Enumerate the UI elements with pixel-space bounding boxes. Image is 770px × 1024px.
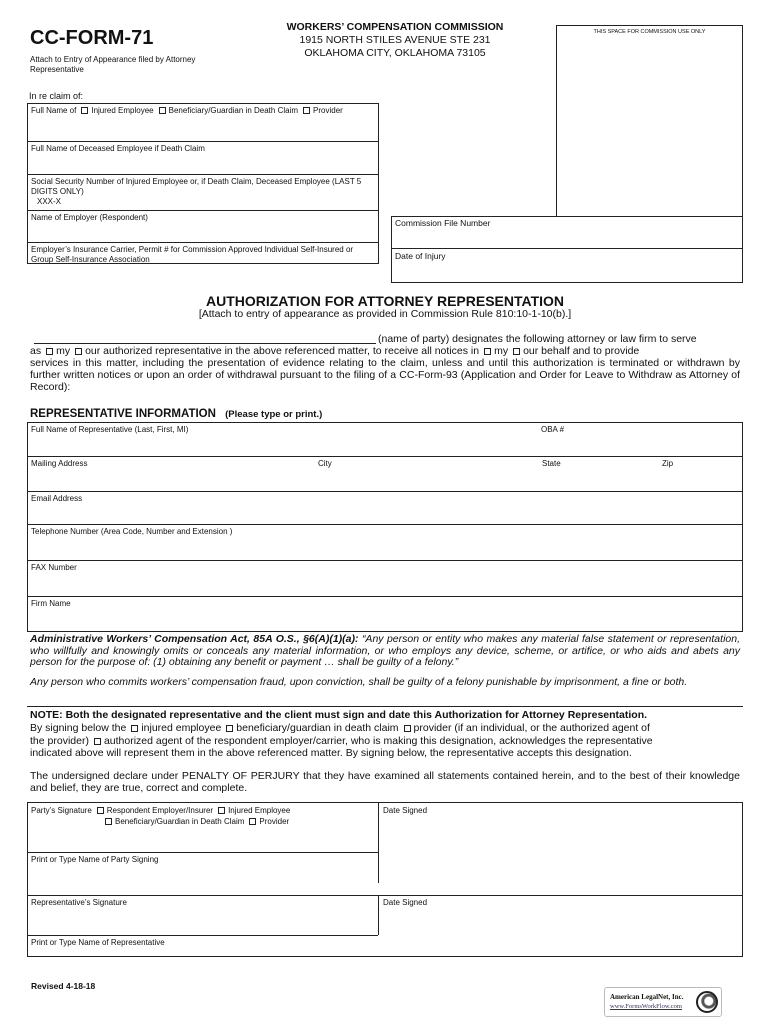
rep-heading-note: (Please type or print.) bbox=[225, 409, 323, 420]
auth-subtitle: [Attach to entry of appearance as provided in Commission Rule 810:10-1-10(b).] bbox=[198, 308, 572, 320]
designation-body: services in this matter, including the presentation of evidence relating to the claim, unless and until this authorization is terminated or withdrawn by further written notices or upon an order of withdrawal pursuant to the filing of a CC-Form-93 (Application and Order for Leave to Withdraw as Attorney of Record): bbox=[30, 357, 740, 393]
our-text-1: our authorized representative in the above referenced matter, to receive all notices in bbox=[85, 345, 480, 357]
deceased-name-label[interactable]: Full Name of Deceased Employee if Death Claim bbox=[31, 144, 205, 153]
date-signed-2-label[interactable]: Date Signed bbox=[383, 898, 428, 907]
publisher-emblem-icon bbox=[696, 991, 718, 1013]
note-l1b: injured employee bbox=[141, 722, 222, 734]
fraud-text: Any person who commits workers’ compensation fraud, upon conviction, shall be guilty of a felony punishable by imprisonment, a fine or both. bbox=[30, 676, 688, 688]
my-text-1: my bbox=[56, 345, 71, 357]
respondent-label: Respondent Employer/Insurer bbox=[106, 806, 214, 815]
sig-provider-checkbox[interactable] bbox=[249, 818, 256, 825]
statute-quote: “Any person or entity who makes any material false statement or representation, who willfully and knowingly omits or conceals any material information, or who employs any device, scheme, or artifice, or who aids and abets any person for the purpose of: (1) obtaining any benefit or payment … shall be guilty of a felony.” bbox=[30, 633, 740, 668]
full-name-row[interactable] bbox=[31, 106, 343, 116]
rep-heading bbox=[30, 408, 322, 420]
date-injury-label: Date of Injury bbox=[395, 251, 446, 261]
designation-line-2 bbox=[30, 345, 740, 357]
note-bold: NOTE: Both the designated representative and the client must sign and date this Authorization for Attorney Representation. bbox=[30, 709, 648, 721]
party-signature-row-2[interactable] bbox=[100, 817, 289, 827]
firm-label[interactable]: Firm Name bbox=[31, 599, 71, 608]
agency-name: WORKERS’ COMPENSATION COMMISSION bbox=[286, 21, 504, 33]
injured-label: Injured Employee bbox=[91, 106, 154, 115]
date-signed-label[interactable]: Date Signed bbox=[383, 806, 428, 815]
as-text: as bbox=[30, 345, 42, 357]
print-party-label[interactable]: Print or Type Name of Party Signing bbox=[31, 855, 159, 864]
ssn-label[interactable]: Social Security Number of Injured Employee or, if Death Claim, Deceased Employee (LAST 5 DIGITS ONLY) bbox=[31, 177, 362, 196]
zip-label[interactable]: Zip bbox=[662, 459, 674, 468]
note-l1d: provider (if an individual, or the authorized agent of bbox=[413, 722, 650, 734]
my-text-2: my bbox=[494, 345, 509, 357]
sig-beneficiary-checkbox[interactable] bbox=[105, 818, 112, 825]
our-checkbox-2[interactable] bbox=[513, 348, 520, 355]
city-label[interactable]: City bbox=[318, 459, 332, 468]
our-text-2: our behalf and to provide bbox=[523, 345, 640, 357]
form-id: CC-FORM-71 bbox=[30, 27, 154, 49]
publisher-name: American LegalNet, Inc. bbox=[610, 993, 684, 1001]
designation-line-1: (name of party) designates the following attorney or law firm to serve bbox=[378, 333, 697, 345]
sig-provider-label: Provider bbox=[259, 817, 290, 826]
statute-text bbox=[30, 634, 740, 669]
beneficiary-label: Beneficiary/Guardian in Death Claim bbox=[168, 106, 299, 115]
my-checkbox-2[interactable] bbox=[484, 348, 491, 355]
state-label[interactable]: State bbox=[542, 459, 561, 468]
party-signature-label: Party’s Signature bbox=[31, 806, 92, 815]
file-number-box[interactable] bbox=[391, 216, 743, 249]
note-l2a: the provider) bbox=[30, 735, 89, 747]
beneficiary-checkbox[interactable] bbox=[159, 107, 166, 114]
auth-title: AUTHORIZATION FOR ATTORNEY REPRESENTATION bbox=[205, 293, 565, 309]
note-agent-checkbox[interactable] bbox=[94, 738, 101, 745]
signature-box bbox=[27, 802, 743, 957]
party-signature-row[interactable] bbox=[31, 806, 290, 816]
date-injury-box[interactable] bbox=[391, 248, 743, 283]
injured-checkbox[interactable] bbox=[81, 107, 88, 114]
my-checkbox-1[interactable] bbox=[46, 348, 53, 355]
note-line-2 bbox=[30, 735, 740, 747]
claim-box bbox=[27, 103, 379, 264]
agency-address-2: OKLAHOMA CITY, OKLAHOMA 73105 bbox=[304, 47, 486, 59]
oba-label[interactable]: OBA # bbox=[541, 425, 565, 434]
file-number-label: Commission File Number bbox=[395, 218, 491, 228]
note-l1a: By signing below the bbox=[30, 722, 127, 734]
full-name-label: Full Name of bbox=[31, 106, 77, 115]
statute-cite: Administrative Workers’ Compensation Act, 85A O.S., §6(A)(1)(a): bbox=[30, 633, 359, 645]
sig-injured-checkbox[interactable] bbox=[218, 807, 225, 814]
revised-date: Revised 4-18-18 bbox=[31, 981, 96, 991]
fax-label[interactable]: FAX Number bbox=[31, 563, 77, 572]
perjury-text: The undersigned declare under PENALTY OF PERJURY that they have examined all statements contained herein, and to the best of their knowledge and belief, they are true, correct and complete. bbox=[30, 770, 740, 794]
note-line-1 bbox=[30, 722, 740, 734]
print-rep-label[interactable]: Print or Type Name of Representative bbox=[31, 938, 165, 947]
claim-heading: In re claim of: bbox=[29, 91, 84, 101]
commission-use-box bbox=[556, 25, 743, 217]
rep-box bbox=[27, 422, 743, 632]
publisher-logo bbox=[604, 987, 722, 1017]
carrier-label[interactable]: Employer’s Insurance Carrier, Permit # for Commission Approved Individual Self-Insured or Group Self-Insurance Association bbox=[31, 245, 354, 264]
phone-label[interactable]: Telephone Number (Area Code, Number and Extension ) bbox=[31, 527, 233, 536]
note-beneficiary-checkbox[interactable] bbox=[226, 725, 233, 732]
rep-name-label[interactable]: Full Name of Representative (Last, First, MI) bbox=[31, 425, 189, 434]
party-name-line[interactable] bbox=[34, 343, 376, 344]
agency-address-1: 1915 NORTH STILES AVENUE STE 231 bbox=[299, 34, 491, 46]
note-l1c: beneficiary/guardian in death claim bbox=[236, 722, 399, 734]
email-label[interactable]: Email Address bbox=[31, 494, 83, 503]
rep-heading-title: REPRESENTATIVE INFORMATION bbox=[30, 408, 216, 420]
our-checkbox-1[interactable] bbox=[75, 348, 82, 355]
sig-injured-label: Injured Employee bbox=[228, 806, 291, 815]
respondent-checkbox[interactable] bbox=[97, 807, 104, 814]
rep-signature-label[interactable]: Representative’s Signature bbox=[31, 898, 127, 907]
note-injured-checkbox[interactable] bbox=[131, 725, 138, 732]
commission-use-label: THIS SPACE FOR COMMISSION USE ONLY bbox=[593, 29, 706, 35]
note-l2b: authorized agent of the respondent employer/carrier, who is making this designation, acknowledges the representative bbox=[103, 735, 653, 747]
employer-label[interactable]: Name of Employer (Respondent) bbox=[31, 213, 148, 222]
sig-beneficiary-label: Beneficiary/Guardian in Death Claim bbox=[115, 817, 245, 826]
provider-checkbox[interactable] bbox=[303, 107, 310, 114]
mailing-label[interactable]: Mailing Address bbox=[31, 459, 88, 468]
note-provider-checkbox[interactable] bbox=[404, 725, 411, 732]
attach-note: Attach to Entry of Appearance filed by Attorney Representative bbox=[30, 55, 196, 74]
ssn-value: XXX-X bbox=[37, 197, 62, 206]
publisher-site: www.FormsWorkFlow.com bbox=[610, 1003, 682, 1010]
provider-label: Provider bbox=[313, 106, 343, 115]
note-line-3: indicated above will represent them in the above referenced matter. By signing below, the representative accepts this designation. bbox=[30, 747, 632, 759]
